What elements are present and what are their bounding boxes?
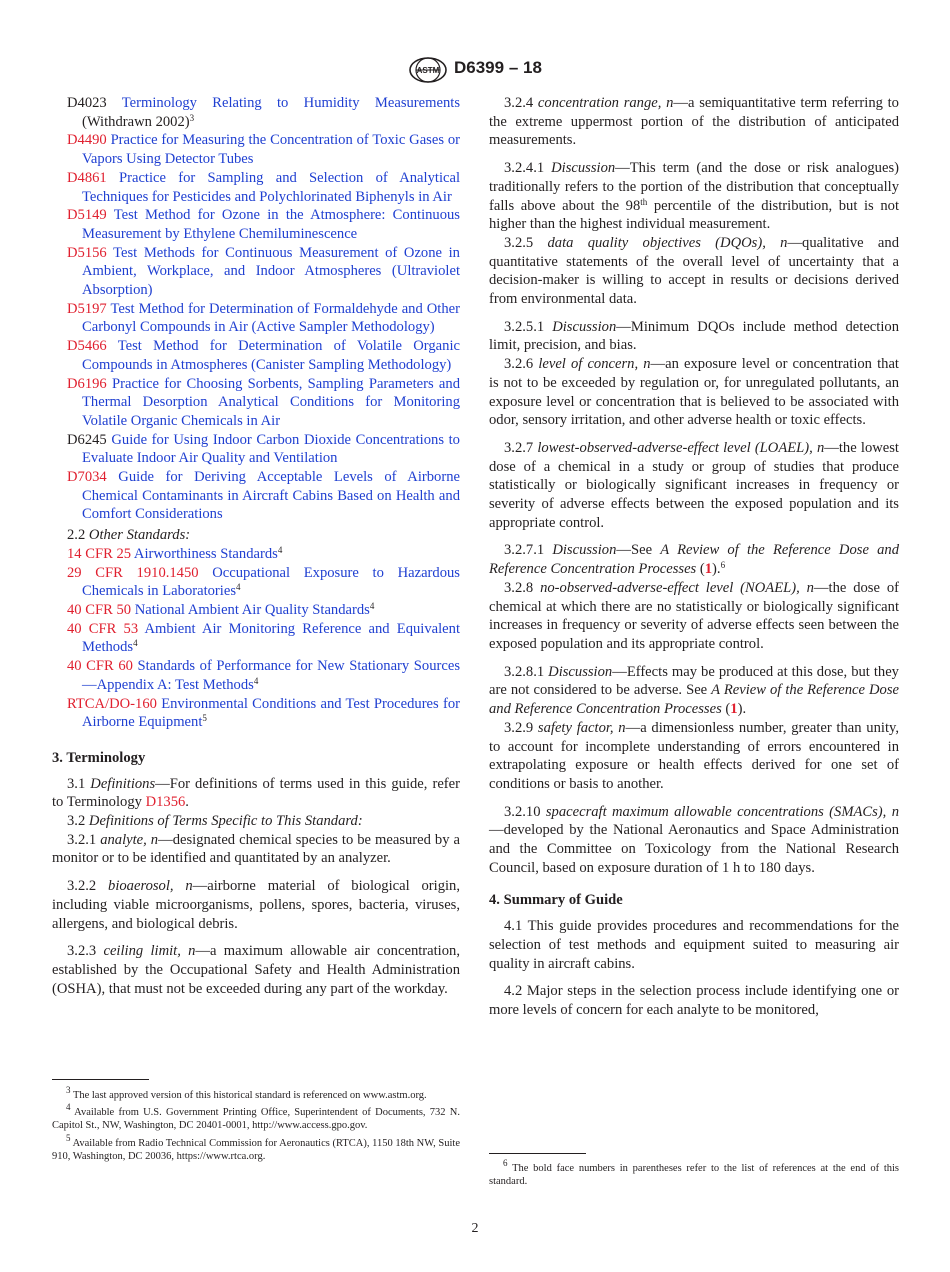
- reference-item: [52, 545, 460, 564]
- reference-code: D6245: [67, 431, 107, 448]
- logo-text: ASTM: [416, 66, 440, 75]
- reference-link[interactable]: Test Method for Determination of Formaldehyde and Other Carbonyl Compounds in Air (Active Sampler Methodology): [82, 300, 460, 336]
- reference-item: [52, 695, 460, 732]
- reference-item: [52, 564, 460, 601]
- paragraph-3-2-7-1: 3.2.7.1 Discussion—See A Review of the Reference Dose and Reference Concentration Processes (1).$^6$: [489, 542, 899, 578]
- standard-designation: D6399 – 18: [454, 58, 542, 77]
- footnote-mark: 4: [369, 600, 375, 611]
- paragraph-3-2-9: 3.2.9 safety factor, n—a dimensionless number, greater than unity, to account for incomplete understanding of errors encountered in extrapolating exposure or health effects derived for one set of conditions or basis to another.: [489, 719, 899, 792]
- page-header: [0, 56, 950, 84]
- reference-note: (Withdrawn 2002): [82, 113, 190, 130]
- reference-link[interactable]: Guide for Using Indoor Carbon Dioxide Concentrations to Evaluate Indoor Air Quality and Ventilation: [82, 431, 460, 467]
- left-column: [52, 94, 460, 998]
- reference-link[interactable]: Test Method for Determination of Volatile Organic Compounds in Atmospheres (Canister Sampling Methodology): [82, 338, 460, 373]
- other-standards-heading: 2.2 Other Standards:: [67, 527, 191, 544]
- reference-code[interactable]: D5149: [67, 207, 107, 224]
- reference-code[interactable]: 40 CFR 50: [67, 601, 132, 618]
- reference-link[interactable]: Guide for Deriving Acceptable Levels of Airborne Chemical Contaminants in Aircraft Cabins Based on Health and Comfort Considerations: [82, 469, 460, 523]
- reference-item: [52, 375, 460, 431]
- footnote-rule: [52, 1079, 149, 1080]
- other-standards-list: [52, 545, 460, 732]
- reference-item: [52, 94, 460, 131]
- reference-code[interactable]: D6196: [67, 375, 107, 392]
- paragraph-3-2-4: 3.2.4 concentration range, n—a semiquantitative term referring to the extreme uppermost portion of the distribution of anticipated measurements.: [489, 95, 899, 149]
- reference-item: [52, 431, 460, 468]
- reference-item: [52, 620, 460, 657]
- paragraph-4-2: 4.2 Major steps in the selection process include identifying one or more levels of concern for each analyte to be monitored,: [489, 983, 899, 1018]
- paragraph-3-2-6: 3.2.6 level of concern, n—an exposure level or concentration that is not to be exceeded by regulation or, for unregulated pollutants, an exposure level or concentration that is believed to be associated with odor, sensory irritation, and other adverse health or toxic effects.: [489, 356, 899, 429]
- footnote-mark: 4: [133, 638, 138, 649]
- reference-link[interactable]: National Ambient Air Quality Standards: [134, 601, 370, 618]
- footnote: $^6$ The bold face numbers in parentheses refer to the list of references at the end of this standard.: [489, 1158, 900, 1188]
- paragraph-3-2-3: 3.2.3 ceiling limit, n—a maximum allowable air concentration, established by the Occupational Safety and Health Administration (OSHA), that must not be exceeded during any part of the workday.: [52, 943, 460, 997]
- bibliography-ref[interactable]: 1: [704, 561, 713, 578]
- reference-code[interactable]: 14 CFR 25: [67, 545, 132, 562]
- reference-item: [52, 169, 460, 206]
- paragraph-3-1: 3.1 Definitions—For definitions of terms used in this guide, refer to Terminology D1356.: [52, 775, 460, 811]
- footnote-mark: 4: [277, 544, 283, 555]
- reference-link[interactable]: Occupational Exposure to Hazardous Chemicals in Laboratories: [82, 564, 460, 600]
- footnote-rule: [489, 1153, 586, 1154]
- reference-code: D4023: [67, 95, 107, 111]
- reference-link[interactable]: Standards of Performance for New Stationary Sources—Appendix A: Test Methods: [82, 658, 460, 693]
- reference-item: [52, 468, 460, 524]
- reference-code[interactable]: 40 CFR 60: [67, 658, 133, 675]
- reference-code[interactable]: D7034: [67, 469, 107, 486]
- right-column: [489, 94, 899, 1020]
- bibliography-ref[interactable]: 1: [730, 701, 738, 718]
- reference-code[interactable]: D4861: [67, 169, 107, 186]
- astm-logo: [408, 56, 448, 84]
- page-number: 2: [471, 1221, 479, 1236]
- footnote-mark: 3: [189, 112, 195, 123]
- reference-link[interactable]: Ambient Air Monitoring Reference and Equivalent Methods: [82, 620, 461, 656]
- section-heading-summary: 4. Summary of Guide: [489, 892, 623, 909]
- reference-code[interactable]: 29 CFR 1910.1450: [67, 564, 199, 581]
- reference-item: [52, 131, 460, 168]
- reference-link-d1356[interactable]: D1356: [145, 794, 186, 811]
- reference-link[interactable]: Test Methods for Continuous Measurement of Ozone in Ambient, Workplace, and Indoor Atmospheres (Ultraviolet Absorption): [82, 244, 460, 299]
- paragraph-3-2-8: 3.2.8 no-observed-adverse-effect level (NOAEL), n—the dose of chemical at which there are no statistically or biologically significant increases in frequency or severity of adverse effects seen between the exposed population and its appropriate control.: [489, 579, 899, 652]
- footnotes-left: [52, 1085, 461, 1167]
- reference-code[interactable]: 40 CFR 53: [67, 620, 139, 637]
- reference-code[interactable]: D4490: [67, 132, 107, 149]
- paragraph-3-2-5: 3.2.5 data quality objectives (DQOs), n—qualitative and quantitative statements of the overall level of uncertainty that a decision-maker is willing to accept in results or decisions derived from environmental data.: [489, 234, 899, 308]
- paragraph-3-2-8-1: 3.2.8.1 Discussion—Effects may be produced at this dose, but they are not considered to be adverse. See A Review of the Reference Dose and Reference Concentration Processes (1).: [489, 663, 899, 718]
- reference-link[interactable]: Practice for Measuring the Concentration of Toxic Gases or Vapors Using Detector Tubes: [82, 132, 460, 168]
- footnote: $^3$ The last approved version of this historical standard is referenced on www.astm.org.: [66, 1085, 427, 1101]
- reference-item: [52, 657, 460, 694]
- reference-link[interactable]: Airworthiness Standards: [133, 545, 278, 562]
- footnotes-right: [489, 1158, 900, 1192]
- reference-item: [52, 337, 460, 374]
- reference-link[interactable]: Terminology Relating to Humidity Measurements: [121, 95, 460, 111]
- reference-code[interactable]: D5197: [67, 300, 107, 317]
- footnote-mark: 5: [202, 713, 207, 724]
- footnote: $^5$ Available from Radio Technical Commission for Aeronautics (RTCA), 1150 18th NW, Suite 910, Washington, DC 20036, https://www.rtca.org.: [52, 1132, 461, 1162]
- paragraph-3-2-7: 3.2.7 lowest-observed-adverse-effect level (LOAEL), n—the lowest dose of a chemical in a study or group of studies that produce statistically or biologically significant increases in frequency or severity of adverse effects between the exposed population and its appropriate control.: [489, 439, 899, 531]
- footnote-mark: 6: [720, 560, 726, 571]
- paragraph-3-2-1: 3.2.1 analyte, n—designated chemical species to be measured by a monitor or to be identified and quantitated by an analyzer.: [52, 831, 460, 867]
- reference-item: [52, 244, 460, 300]
- section-heading-terminology: 3. Terminology: [52, 749, 146, 766]
- paragraph-3-2: 3.2 Definitions of Terms Specific to This Standard:: [67, 813, 363, 830]
- reference-code[interactable]: RTCA/DO-160: [67, 695, 157, 712]
- paragraph-3-2-10: 3.2.10 spacecraft maximum allowable concentrations (SMACs), n—developed by the National Aeronautics and Space Administration and the Committee on Toxicology from the National Research Council, based on exposure duration of 1 h to 180 days.: [489, 803, 899, 876]
- paragraph-3-2-5-1: 3.2.5.1 Discussion—Minimum DQOs include method detection limit, precision, and bias.: [489, 318, 899, 354]
- footnote-mark: 4: [236, 582, 241, 593]
- reference-item: [52, 601, 460, 620]
- paragraph-3-2-4-1: 3.2.4.1 Discussion—This term (and the dose or risk analogues) traditionally refers to the portion of the distribution that conceptually falls above about the 98th percentile of the distribution, but is not higher than the highest individual measurement.: [489, 160, 899, 233]
- reference-link[interactable]: Environmental Conditions and Test Procedures for Airborne Equipment: [82, 695, 460, 731]
- footnote-mark: 4: [253, 675, 259, 686]
- reference-item: [52, 206, 460, 243]
- reference-link[interactable]: Practice for Choosing Sorbents, Sampling Parameters and Thermal Desorption Analytical Conditions for Monitoring Volatile Organic Chemicals in Air: [82, 375, 460, 429]
- reference-code[interactable]: D5156: [67, 244, 107, 261]
- paragraph-3-2-2: 3.2.2 bioaerosol, n—airborne material of biological origin, including viable microorganisms, pollens, spores, bacteria, viruses, allergens, and biological debris.: [52, 878, 460, 932]
- paragraph-4-1: 4.1 This guide provides procedures and recommendations for the selection of test methods and equipment suited to measuring air quality in aircraft cabins.: [489, 918, 899, 972]
- reference-code[interactable]: D5466: [67, 338, 107, 355]
- reference-item: [52, 300, 460, 337]
- astm-reference-list: [52, 94, 460, 524]
- footnote: $^4$ Available from U.S. Government Printing Office, Superintendent of Documents, 732 N. Capitol St., NW, Washington, DC 20401-0001, http://www.access.gpo.gov.: [52, 1102, 461, 1132]
- reference-link[interactable]: Test Method for Ozone in the Atmosphere: Continuous Measurement by Ethylene Chemiluminescence: [82, 207, 460, 242]
- reference-link[interactable]: Practice for Sampling and Selection of Analytical Techniques for Pesticides and Polychlorinated Biphenyls in Air: [82, 169, 461, 205]
